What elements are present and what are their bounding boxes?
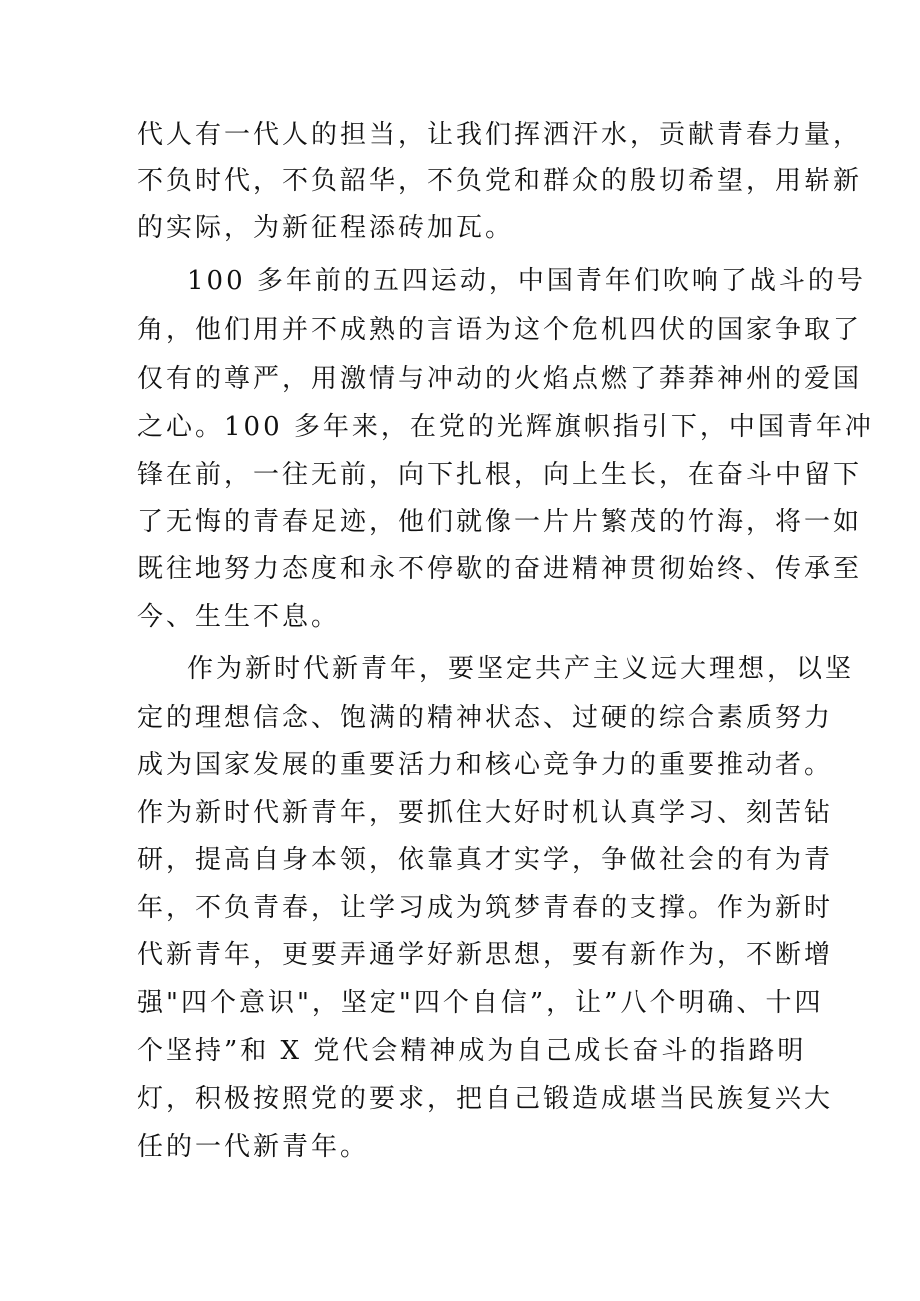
- text-line: 研，提高自身本领，依靠真才实学，争做社会的有为青: [137, 845, 834, 875]
- text-line: 100 多年前的五四运动，中国青年们吹响了战斗的号: [187, 266, 866, 296]
- text-line: 成为国家发展的重要活力和核心竞争力的重要推动者。: [137, 750, 834, 780]
- text-line: 角，他们用并不成熟的言语为这个危机四伏的国家争取了: [137, 315, 863, 345]
- text-line: 今、生生不息。: [137, 602, 341, 632]
- text-line: 仅有的尊严，用激情与冲动的火焰点燃了莽莽神州的爱国: [137, 364, 863, 394]
- text-line: 强"四个意识"，坚定"四个自信”，让”八个明确、十四: [137, 988, 824, 1018]
- text-line: 灯，积极按照党的要求，把自己锻造成堪当民族复兴大: [137, 1084, 834, 1114]
- text-line: 作为新时代新青年，要坚定共产主义远大理想，以坚: [187, 654, 855, 684]
- text-line: 锋在前，一往无前，向下扎根，向上生长，在奋斗中留下: [137, 460, 863, 490]
- text-line: 作为新时代新青年，要抓住大好时机认真学习、刻苦钻: [137, 798, 834, 828]
- text-line: 代人有一代人的担当，让我们挥洒汗水，贡献青春力量，: [137, 120, 863, 150]
- text-line: 了无悔的青春足迹，他们就像一片片繁茂的竹海，将一如: [137, 507, 863, 537]
- text-line: 个坚持”和 X 党代会精神成为自己成长奋斗的指路明: [137, 1036, 807, 1066]
- text-line: 不负时代，不负韶华，不负党和群众的殷切希望，用崭新: [137, 166, 863, 196]
- text-line: 既往地努力态度和永不停歇的奋进精神贯彻始终、传承至: [137, 554, 863, 584]
- text-line: 代新青年，更要弄通学好新思想，要有新作为，不断增: [137, 940, 834, 970]
- text-line: 之心。100 多年来，在党的光辉旗帜指引下，中国青年冲: [137, 412, 874, 442]
- text-line: 年，不负青春，让学习成为筑梦青春的支撑。作为新时: [137, 893, 834, 923]
- text-line: 定的理想信念、饱满的精神状态、过硬的综合素质努力: [137, 703, 834, 733]
- text-line: 的实际，为新征程添砖加瓦。: [137, 213, 515, 243]
- text-line: 任的一代新青年。: [137, 1132, 370, 1162]
